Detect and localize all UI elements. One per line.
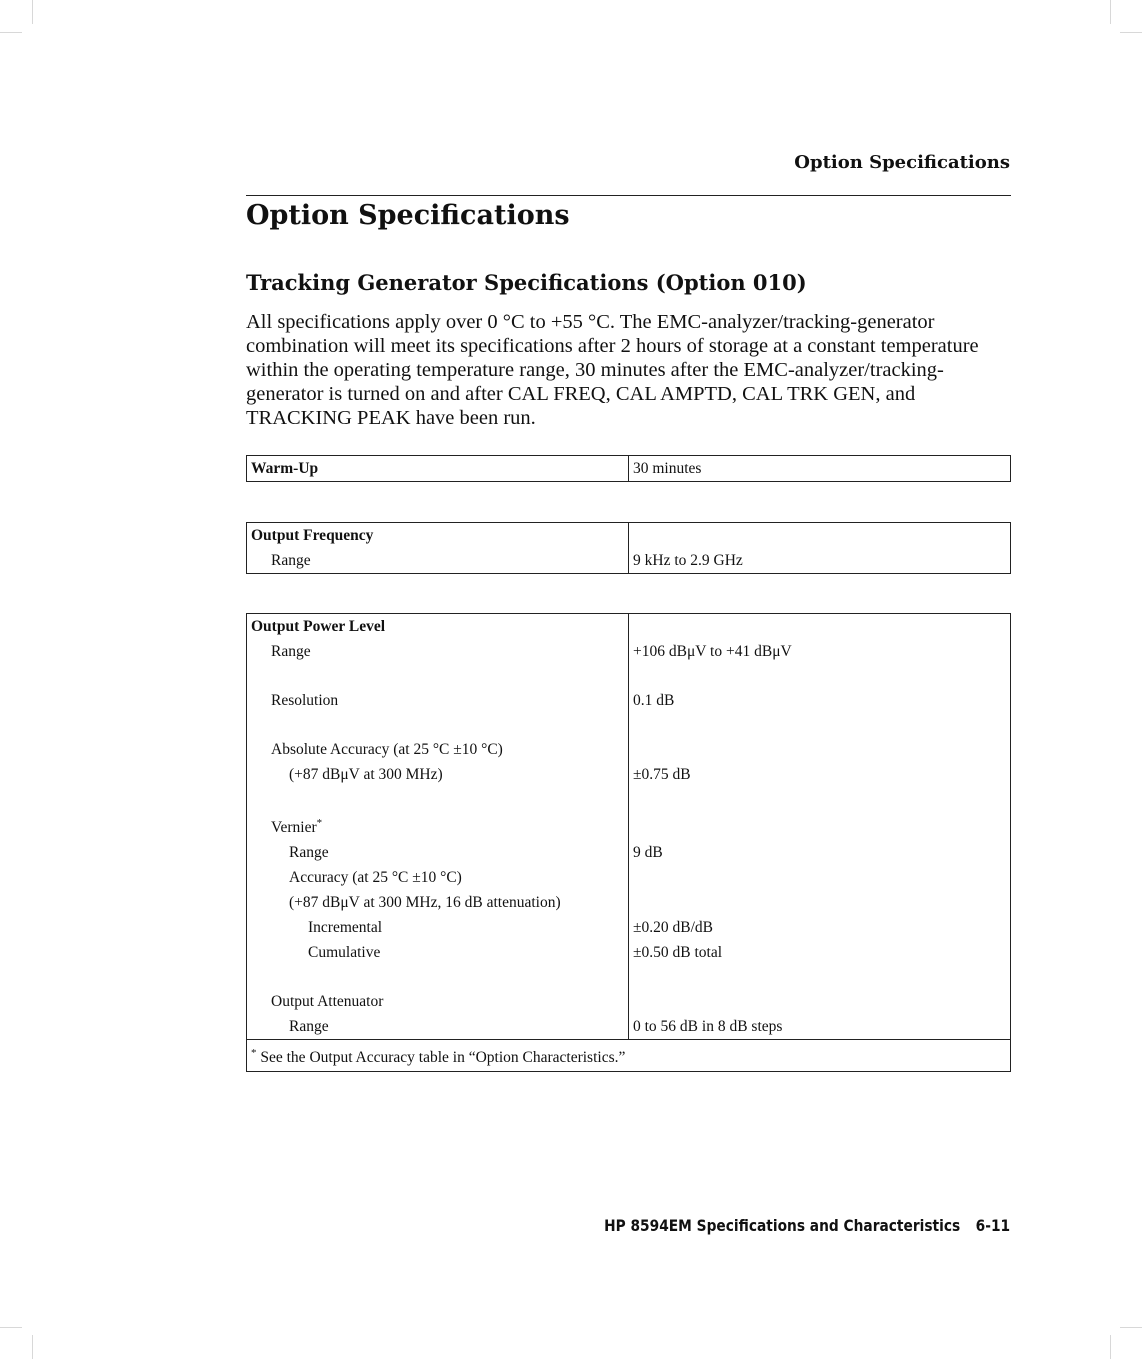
running-header: Option Specifications [794, 152, 1010, 173]
section-title: Tracking Generator Specifications (Option 010) [246, 270, 807, 295]
crop-mark [1110, 1335, 1111, 1359]
vernier-label-cell [247, 811, 629, 840]
vernier-label: Vernier [271, 819, 317, 837]
cumulative-label: Cumulative [247, 940, 629, 965]
table-row [247, 989, 1011, 1014]
table-row [247, 456, 1011, 482]
output-frequency-label: Output Frequency [247, 523, 629, 549]
table-row [247, 614, 1011, 640]
table-row [247, 523, 1011, 549]
warmup-table [246, 455, 1011, 482]
table-footnote-row [247, 1040, 1011, 1072]
table-row [247, 915, 1011, 940]
vernier-accuracy-label: Accuracy (at 25 °C ±10 °C) [247, 865, 629, 890]
table-row [247, 548, 1011, 574]
page-title: Option Specifications [246, 200, 570, 231]
footnote-marker: * [251, 1047, 257, 1060]
vernier-range-value: 9 dB [633, 844, 663, 862]
incremental-label: Incremental [247, 915, 629, 940]
crop-mark [1110, 0, 1111, 24]
footer-title: HP 8594EM Specifications and Characteristics [603, 1216, 961, 1235]
vernier-accuracy-condition: (+87 dBμV at 300 MHz, 16 dB attenuation) [247, 890, 629, 915]
crop-mark [0, 32, 22, 33]
intro-paragraph: All specifications apply over 0 °C to +55 °C. The EMC-analyzer/tracking-generator combination will meet its specifications after 2 hours of storage at a constant temperature within the operating temperature range, 30 minutes after the EMC-analyzer/tracking-generator is turned on and after CAL FREQ, CAL AMPTD, CAL TRK GEN, and TRACKING PEAK have been run. [246, 311, 979, 429]
page-number: 6-11 [975, 1216, 1010, 1235]
output-frequency-table [246, 522, 1011, 574]
crop-mark [0, 1327, 22, 1328]
crop-mark [32, 1335, 33, 1359]
vernier-range-label: Range [247, 840, 629, 865]
cumulative-value: ±0.50 dB total [633, 944, 723, 962]
table-row [247, 737, 1011, 762]
footnote-marker: * [316, 817, 323, 829]
table-row [247, 639, 1011, 664]
frequency-range-label: Range [247, 548, 629, 574]
warmup-label: Warm-Up [247, 456, 629, 482]
output-attenuator-label: Output Attenuator [247, 989, 629, 1014]
incremental-value: ±0.20 dB/dB [633, 919, 713, 937]
table-row [247, 840, 1011, 865]
frequency-range-value: 9 kHz to 2.9 GHz [633, 552, 743, 569]
table-row [247, 1014, 1011, 1040]
page-footer [604, 1216, 1010, 1235]
table-row [247, 890, 1011, 915]
table-footnote [247, 1040, 1011, 1072]
absolute-accuracy-label: Absolute Accuracy (at 25 °C ±10 °C) [247, 737, 629, 762]
header-rule [246, 195, 1011, 196]
power-range-label: Range [247, 639, 629, 664]
absolute-accuracy-condition: (+87 dBμV at 300 MHz) [247, 762, 629, 787]
crop-mark [32, 0, 33, 24]
resolution-value: 0.1 dB [633, 692, 675, 709]
absolute-accuracy-value: ±0.75 dB [633, 766, 691, 783]
output-power-label: Output Power Level [247, 614, 629, 640]
table-row [247, 762, 1011, 787]
crop-mark [1120, 1327, 1142, 1328]
attenuator-range-value: 0 to 56 dB in 8 dB steps [633, 1018, 783, 1036]
table-row [247, 940, 1011, 965]
output-power-table [246, 613, 1011, 1072]
table-row [247, 811, 1011, 840]
table-row [247, 865, 1011, 890]
table-row [247, 688, 1011, 713]
footnote-text: See the Output Accuracy table in “Option Characteristics.” [260, 1049, 626, 1067]
attenuator-range-label: Range [247, 1014, 629, 1040]
power-range-value: +106 dBμV to +41 dBμV [633, 643, 792, 660]
resolution-label: Resolution [247, 688, 629, 713]
warmup-value: 30 minutes [633, 460, 702, 477]
crop-mark [1120, 32, 1142, 33]
